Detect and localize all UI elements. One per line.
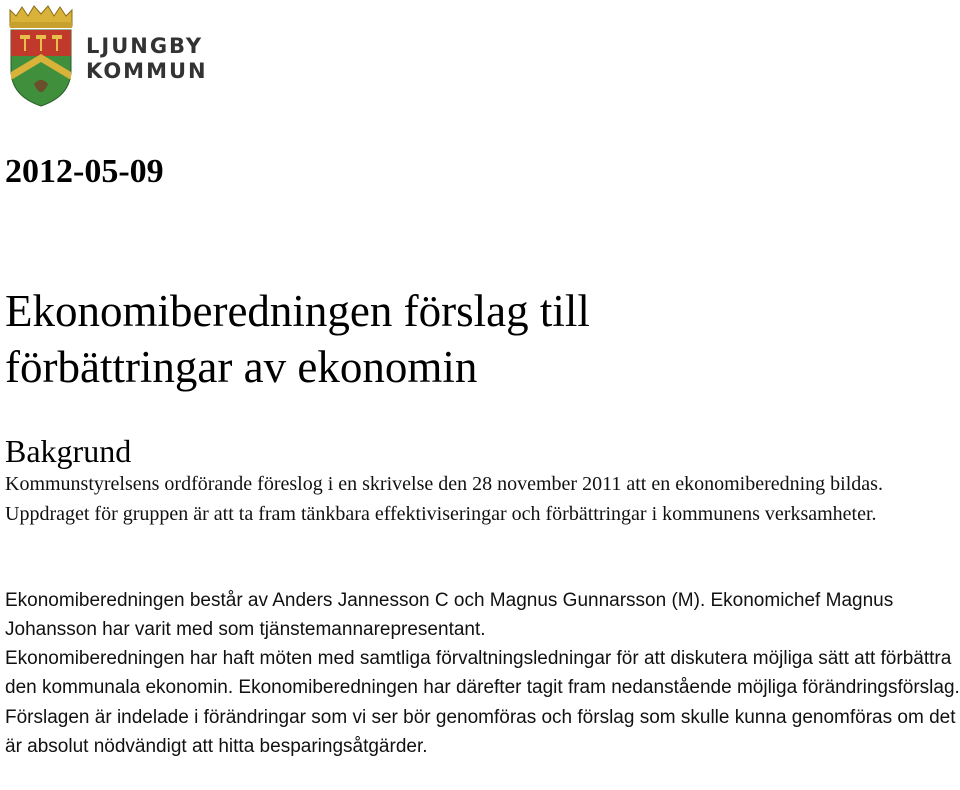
- document-title: [5, 283, 945, 395]
- ljungby-coat-of-arms-icon: [6, 4, 76, 108]
- document-date: 2012-05-09: [5, 153, 164, 190]
- logo-wordmark: [86, 34, 208, 84]
- logo-line-1: LJUNGBY: [86, 34, 204, 58]
- municipality-logo: [6, 4, 216, 108]
- paragraph-members: Ekonomiberedningen består av Anders Jannesson C och Magnus Gunnarsson (M). Ekonomichef Magnus Johansson har varit med som tjänstemannarepresentant.: [5, 590, 894, 641]
- title-line-2: förbättringar av ekonomin: [5, 342, 478, 392]
- section-heading-bakgrund: Bakgrund: [5, 433, 132, 469]
- paragraph-meetings: Ekonomiberedningen har haft möten med samtliga förvaltningsledningar för att diskutera möjliga sätt att förbättra den kommunala ekonomin. Ekonomiberedningen har därefter tagit fram nedanstående möjliga förändringsförslag. Förslagen är indelade i förändringar som vi ser bör genomföras och förslag som skulle kunna genomföras om det är absolut nödvändigt att hitta besparingsåtgärder.: [5, 648, 960, 757]
- logo-line-2: KOMMUN: [86, 59, 208, 83]
- title-line-1: Ekonomiberedningen förslag till: [5, 286, 590, 336]
- paragraph-intro: Kommunstyrelsens ordförande föreslog i en skrivelse den 28 november 2011 att en ekonomiberedning bildas. Uppdraget för gruppen är att ta fram tänkbara effektiviseringar och förbättringar i kommunens verksamheter.: [5, 473, 883, 525]
